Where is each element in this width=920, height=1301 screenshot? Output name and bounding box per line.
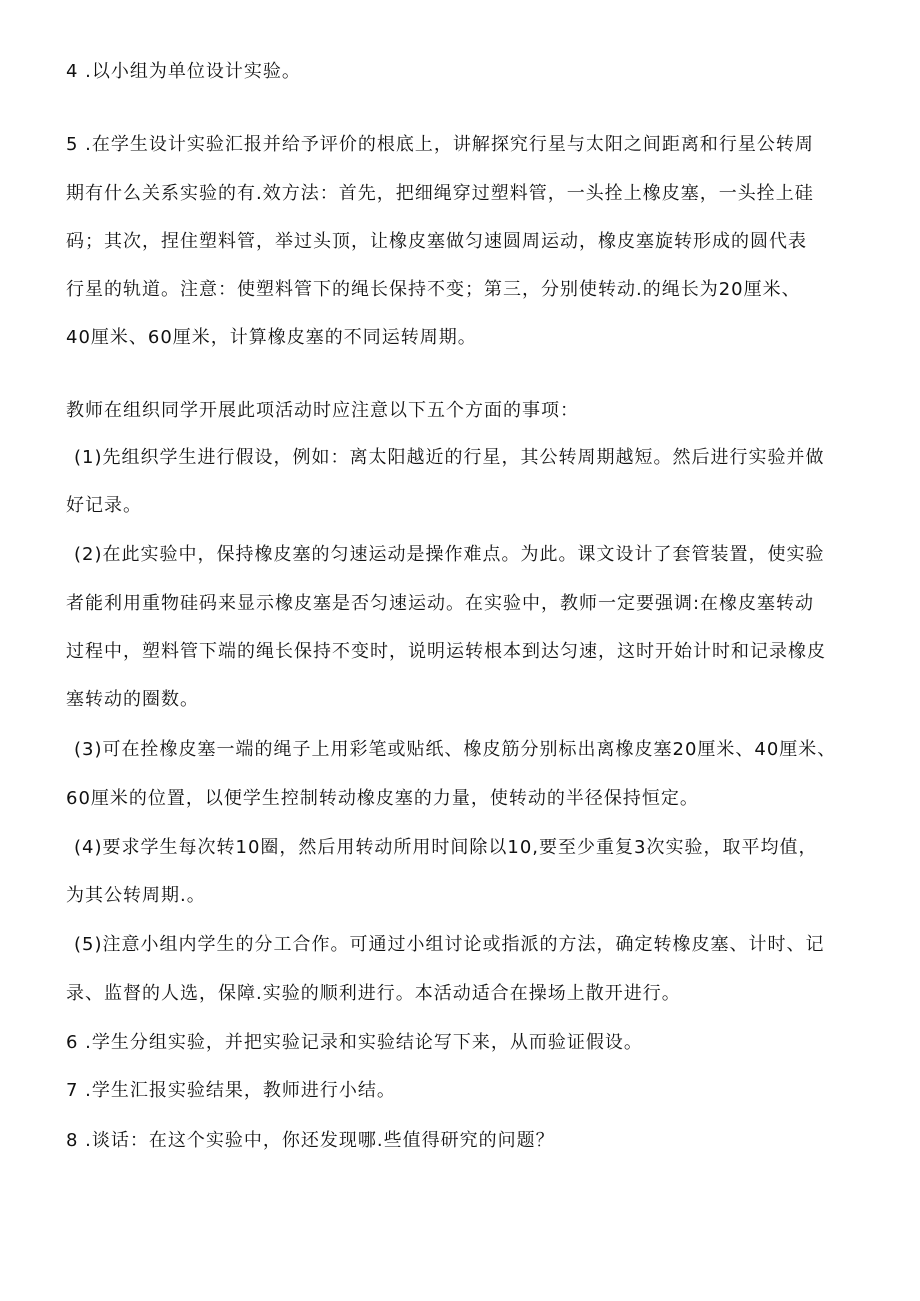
note-2-line-1: (2)在此实验中，保持橡皮塞的匀速运动是操作难点。为此。课文设计了套管装置，使实验 <box>74 544 825 565</box>
note-3-line-1: (3)可在拴橡皮塞一端的绳子上用彩笔或贴纸、橡皮筋分别标出离橡皮塞20厘米、40厘米、 <box>74 739 837 760</box>
step-8: 8 .谈话：在这个实验中，你还发现哪.些值得研究的问题？ <box>66 1130 555 1151</box>
note-2-line-2: 者能利用重物硅码来显示橡皮塞是否匀速运动。在实验中，教师一定要强调:在橡皮塞转动 <box>66 593 815 614</box>
note-1-line-1: (1)先组织学生进行假设，例如：离太阳越近的行星，其公转周期越短。然后进行实验并做 <box>74 447 825 468</box>
step-5-line-2: 期有什么关系实验的有.效方法：首先，把细绳穿过塑料管，一头拴上橡皮塞，一头拴上硅 <box>66 183 814 204</box>
note-2-line-4: 塞转动的圈数。 <box>66 689 199 710</box>
note-1-line-2: 好记录。 <box>66 495 142 516</box>
step-6: 6 .学生分组实验，并把实验记录和实验结论写下来，从而验证假设。 <box>66 1032 643 1053</box>
step-5-line-3: 码；其次，捏住塑料管，举过头顶，让橡皮塞做匀速圆周运动，橡皮塞旋转形成的圆代表 <box>66 231 807 252</box>
step-5-line-4: 行星的轨道。注意：使塑料管下的绳长保持不变；第三，分别使转动.的绳长为20厘米、 <box>66 279 801 300</box>
step-4: 4 .以小组为单位设计实验。 <box>66 61 301 82</box>
note-4-line-1: (4)要求学生每次转10圈，然后用转动所用时间除以10,要至少重复3次实验，取平均值， <box>74 837 818 858</box>
step-7: 7 .学生汇报实验结果，教师进行小结。 <box>66 1080 396 1101</box>
note-4-line-2: 为其公转周期.。 <box>66 885 206 906</box>
step-5-line-1: 5 .在学生设计实验汇报并给予评价的根底上，讲解探究行星与太阳之间距离和行星公转周 <box>66 134 814 155</box>
note-5-line-2: 录、监督的人选，保障.实验的顺利进行。本活动适合在操场上散开进行。 <box>66 983 681 1004</box>
note-3-line-2: 60厘米的位置，以便学生控制转动橡皮塞的力量，使转动的半径保持恒定。 <box>66 788 699 809</box>
notes-intro: 教师在组织同学开展此项活动时应注意以下五个方面的事项： <box>66 400 579 421</box>
note-2-line-3: 过程中，塑料管下端的绳长保持不变时，说明运转根本到达匀速，这时开始计时和记录橡皮 <box>66 641 826 662</box>
note-5-line-1: (5)注意小组内学生的分工合作。可通过小组讨论或指派的方法，确定转橡皮塞、计时、记 <box>74 934 825 955</box>
step-5-line-5: 40厘米、60厘米，计算橡皮塞的不同运转周期。 <box>66 327 477 348</box>
